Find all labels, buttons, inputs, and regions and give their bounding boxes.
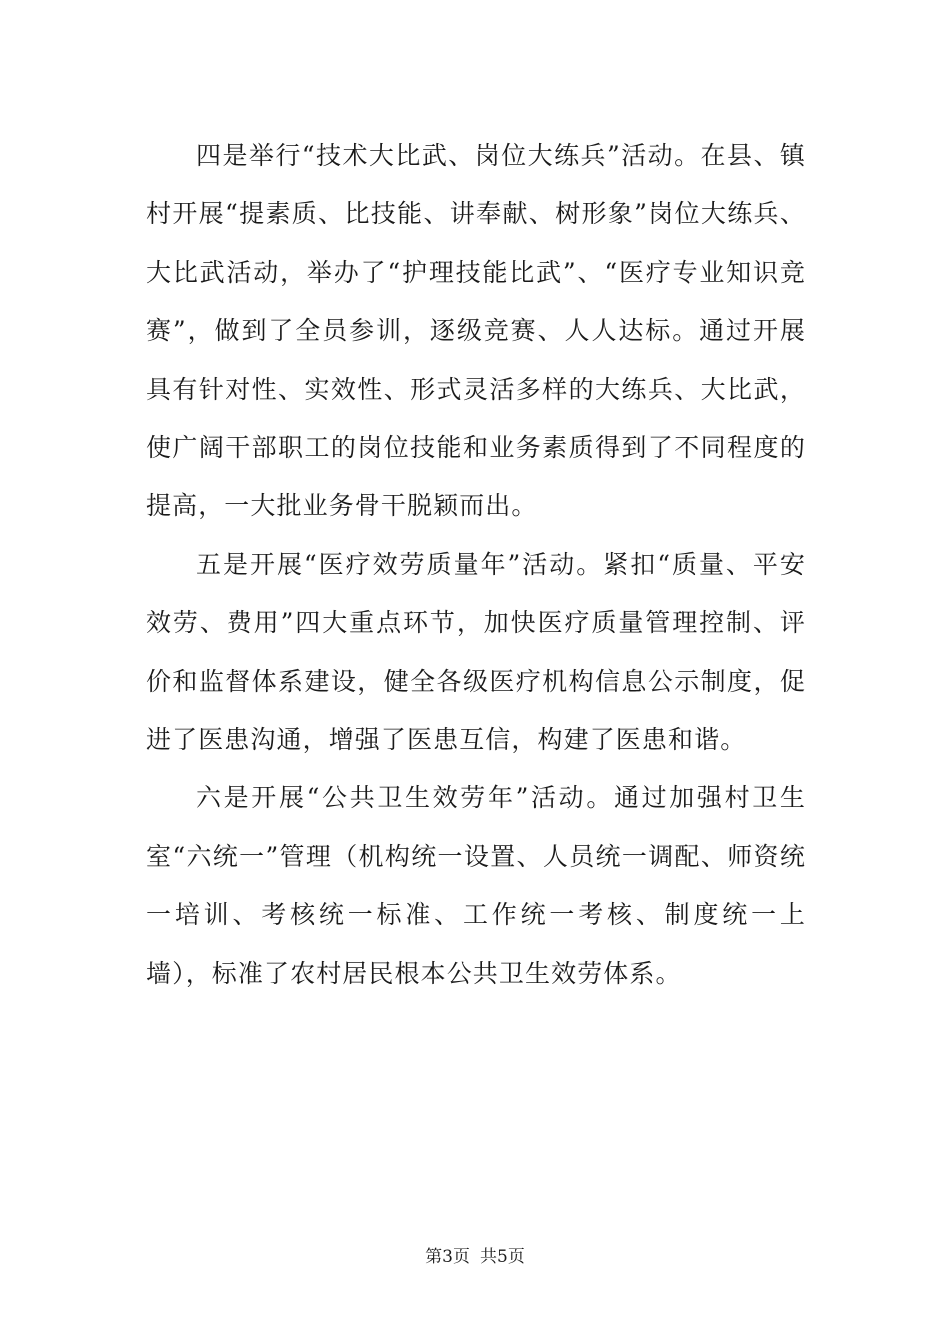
paragraph-six: 六是开展“公共卫生效劳年”活动。通过加强村卫生室“六统一”管理（机构统一设置、人员统一调配、师资统一培训、考核统一标准、工作统一考核、制度统一上墙），标准了农村居民根本公共卫生效劳体系。: [146, 783, 806, 988]
paragraph-four: 四是举行“技术大比武、岗位大练兵”活动。在县、镇村开展“提素质、比技能、讲奉献、树形象”岗位大练兵、大比武活动，举办了“护理技能比武”、“医疗专业知识竞赛”，做到了全员参训，逐级竞赛、人人达标。通过开展具有针对性、实效性、形式灵活多样的大练兵、大比武，使广阔干部职工的岗位技能和业务素质得到了不同程度的提高，一大批业务骨干脱颖而出。: [146, 141, 806, 521]
page-number-total: 共5页: [480, 1247, 525, 1267]
page-footer: [0, 1242, 950, 1267]
paragraph-five: 五是开展“医疗效劳质量年”活动。紧扣“质量、平安效劳、费用”四大重点环节，加快医疗质量管理控制、评价和监督体系建设，健全各级医疗机构信息公示制度，促进了医患沟通，增强了医患互信，构建了医患和谐。: [146, 549, 806, 755]
page-number-current: 第3页: [425, 1247, 470, 1267]
document-body: [146, 127, 806, 1003]
